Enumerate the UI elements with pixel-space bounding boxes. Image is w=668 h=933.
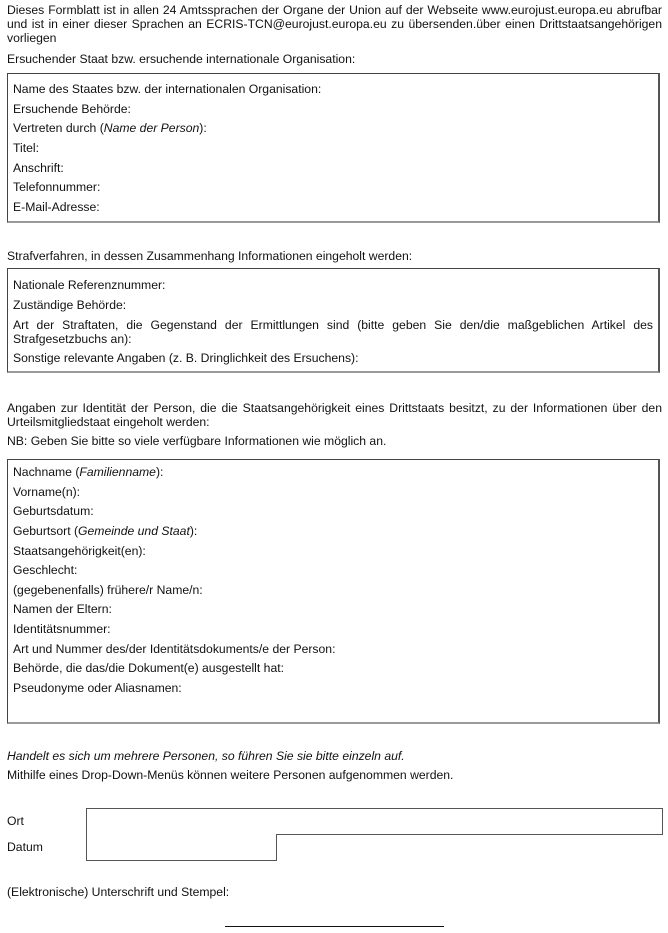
signature-line[interactable] [225, 926, 444, 927]
surname-italic: Familienname [79, 465, 156, 479]
field-first-names[interactable]: Vorname(n): [13, 485, 81, 499]
place-label: Ort [7, 814, 24, 828]
field-email[interactable]: E-Mail-Adresse: [13, 200, 100, 214]
field-title[interactable]: Titel: [13, 141, 39, 155]
field-state-name[interactable]: Name des Staates bzw. der internationalen Organisation: [13, 82, 322, 96]
birth-place-end: ): [189, 524, 198, 538]
field-offence-type[interactable]: Art der Straftaten, die Gegenstand der Ermittlungen sind (bitte geben Sie den/die maßgeblichen Artikel des Strafgesetzbuchs an): [13, 318, 653, 346]
criminal-proceedings-box [7, 268, 660, 373]
field-parents-names[interactable]: Namen der Eltern: [13, 602, 112, 616]
date-input[interactable] [86, 834, 277, 861]
field-phone[interactable]: Telefonnummer: [13, 180, 101, 194]
section3-note: NB: Geben Sie bitte so viele verfügbare Informationen wie möglich an. [7, 434, 387, 448]
date-label: Datum [7, 840, 43, 854]
section2-heading: Strafverfahren, in dessen Zusammenhang Informationen eingeholt werden: [7, 249, 413, 263]
field-requesting-authority[interactable]: Ersuchende Behörde: [13, 102, 131, 116]
field-issuing-authority[interactable]: Behörde, die das/die Dokument(e) ausgestellt hat: [13, 661, 284, 675]
represented-by-label: Vertreten durch ( [13, 121, 104, 135]
field-address[interactable]: Anschrift: [13, 161, 64, 175]
place-input[interactable] [86, 808, 663, 835]
dropdown-note: Mithilfe eines Drop-Down-Menüs können weitere Personen aufgenommen werden. [7, 768, 454, 782]
field-identity-document[interactable]: Art und Nummer des/der Identitätsdokuments/e der Person: [13, 642, 336, 656]
birth-place-italic: Gemeinde und Staat [78, 524, 190, 538]
field-identity-number[interactable]: Identitätsnummer: [13, 622, 111, 636]
multiple-persons-note: Handelt es sich um mehrere Personen, so führen Sie sie bitte einzeln auf. [7, 749, 405, 763]
field-nationality[interactable]: Staatsangehörigkeit(en): [13, 544, 146, 558]
section3-heading: Angaben zur Identität der Person, die die Staatsangehörigkeit eines Drittstaats besitzt, zu der Informationen über den Urteilsmitgliedstaat eingeholt werden: [7, 401, 662, 429]
field-other-info[interactable]: Sonstige relevante Angaben (z. B. Dringlichkeit des Ersuchens): [13, 351, 359, 365]
birth-place-label: Geburtsort ( [13, 524, 79, 538]
intro-text: Dieses Formblatt ist in allen 24 Amtssprachen der Organe der Union auf der Webseite www.eurojust.europa.eu abrufbar und ist in einer dieser Sprachen an ECRIS-TCN@eurojust.europa.eu zu übersenden.über einen Drittstaatsangehörigen vorliegen [7, 3, 662, 45]
field-previous-names[interactable]: (gegebenenfalls) frühere/r Name/n: [13, 583, 203, 597]
field-aliases[interactable]: Pseudonyme oder Aliasnamen: [13, 681, 182, 695]
section1-heading: Ersuchender Staat bzw. ersuchende internationale Organisation: [7, 52, 356, 66]
field-birth-date[interactable]: Geburtsdatum: [13, 504, 94, 518]
field-sex[interactable]: Geschlecht: [13, 563, 78, 577]
represented-by-italic: Name der Person [103, 121, 200, 135]
signature-label: (Elektronische) Unterschrift und Stempel: [7, 885, 230, 899]
person-identity-box [7, 459, 660, 724]
field-surname[interactable] [13, 465, 653, 479]
represented-by-end: ): [199, 121, 207, 135]
surname-end: ): [155, 465, 164, 479]
field-represented-by[interactable] [13, 121, 653, 135]
field-national-reference[interactable]: Nationale Referenznummer: [13, 278, 166, 292]
field-competent-authority[interactable]: Zuständige Behörde: [13, 298, 127, 312]
requesting-state-box [7, 73, 660, 223]
field-birth-place[interactable] [13, 524, 653, 538]
surname-label: Nachname ( [13, 465, 80, 479]
